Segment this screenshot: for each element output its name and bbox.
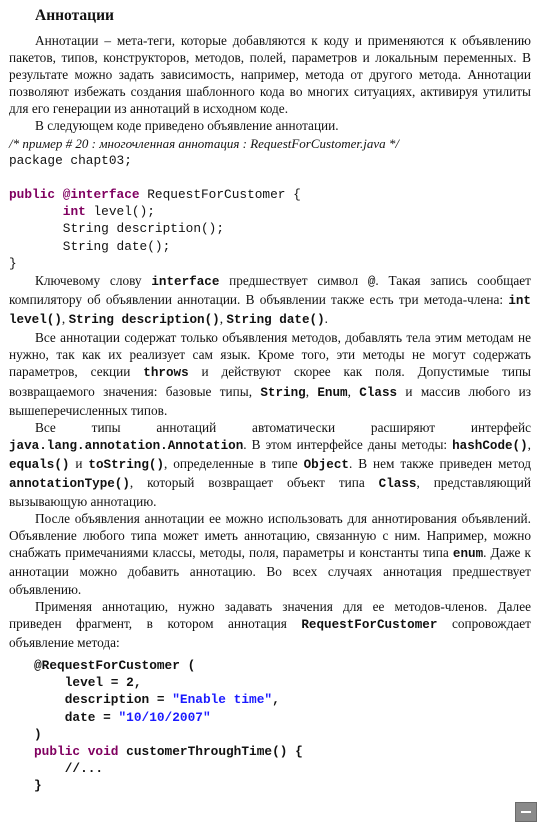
code-line: } xyxy=(34,778,42,794)
code-block-declaration xyxy=(9,152,531,272)
code-line: package chapt03; xyxy=(9,152,132,168)
code-comment: //... xyxy=(64,761,104,777)
paragraph-usage: После объявления аннотации ее можно использовать для аннотирования объявлений. Объявление любого типа может иметь аннотацию, связанную с ним. Например, можно снабжать примечаниями классы, методы, поля, параметры и константы типа enum. Даже к аннотации можно добавить аннотацию. Во всех случаях аннотация предшествует объявлению. xyxy=(9,511,532,597)
code-block-usage: @RequestForCustomer ( level = 2, description = "Enable time", date = "10/10/2007" ) public void customerThroughTime() { //... } xyxy=(34,657,303,794)
code-string: "10/10/2007" xyxy=(118,709,211,725)
paragraph-intro: Аннотации – мета-теги, которые добавляются к коду и применяются к объявлению пакетов, типов, конструкторов, методов, полей, параметров и локальным переменных. В результате можно задать зависимость, например, метода от другого метода. Аннотации позволяют избежать создания шаблонного кода во многих ситуациях, активируя утилиты для его генерации из аннотаций в исходном коде. xyxy=(9,33,531,117)
code-line: ) xyxy=(34,726,42,742)
code-line: String description(); xyxy=(62,221,225,237)
paragraph-interface-keyword: Ключевому слову interface предшествует символ @. Такая запись сообщает компилятору об объявлении аннотации. В объявлении также есть три метода-члена: int level(), String description(), String date(). xyxy=(9,272,531,328)
minus-icon[interactable] xyxy=(515,802,537,822)
code-line: String date(); xyxy=(62,238,171,254)
paragraph-method-rules: Все аннотации содержат только объявления методов, добавлять тела этим методам не нужно, так как их реализует сам язык. Кроме того, эти методы не могут содержать параметров, секции throws и действуют скорее как поля. Допустимые типы возвращаемого значения: базовые типы, String, Enum, Class и массив любого из вышеперечисленных типов. xyxy=(9,330,532,418)
code-line: @RequestForCustomer ( xyxy=(34,657,196,673)
paragraph-annotation-interface: Все типы аннотаций автоматически расширяют интерфейс java.lang.annotation.Annotation. В этом интерфейсе даны методы: hashCode(), equals() и toString(), определенные в типе Object. В нем также приведен метод annotationType(), который возвращает объект типа Class, представляющий вызывающую аннотацию. xyxy=(9,419,531,510)
code-string: "Enable time" xyxy=(172,692,273,708)
code-line: } xyxy=(9,255,17,271)
code-keyword: public void xyxy=(34,743,119,759)
section-title: Аннотации xyxy=(35,7,114,24)
example-caption: /* пример # 20 : многочленная аннотация : RequestForCustomer.java */ xyxy=(9,135,399,151)
paragraph-applying: Применяя аннотацию, нужно задавать значения для ее методов-членов. Далее приведен фрагмент, в котором аннотация RequestForCustomer сопровождает объявление метода: xyxy=(9,598,531,650)
paragraph-declaration-lead: В следующем коде приведено объявление аннотации. xyxy=(35,118,339,134)
document-page xyxy=(9,6,531,795)
code-text: RequestForCustomer { xyxy=(139,186,301,202)
code-line: level = 2, xyxy=(64,675,142,691)
code-text: level(); xyxy=(85,204,155,220)
code-keyword: public @interface xyxy=(9,186,140,202)
code-keyword: int xyxy=(62,204,86,220)
